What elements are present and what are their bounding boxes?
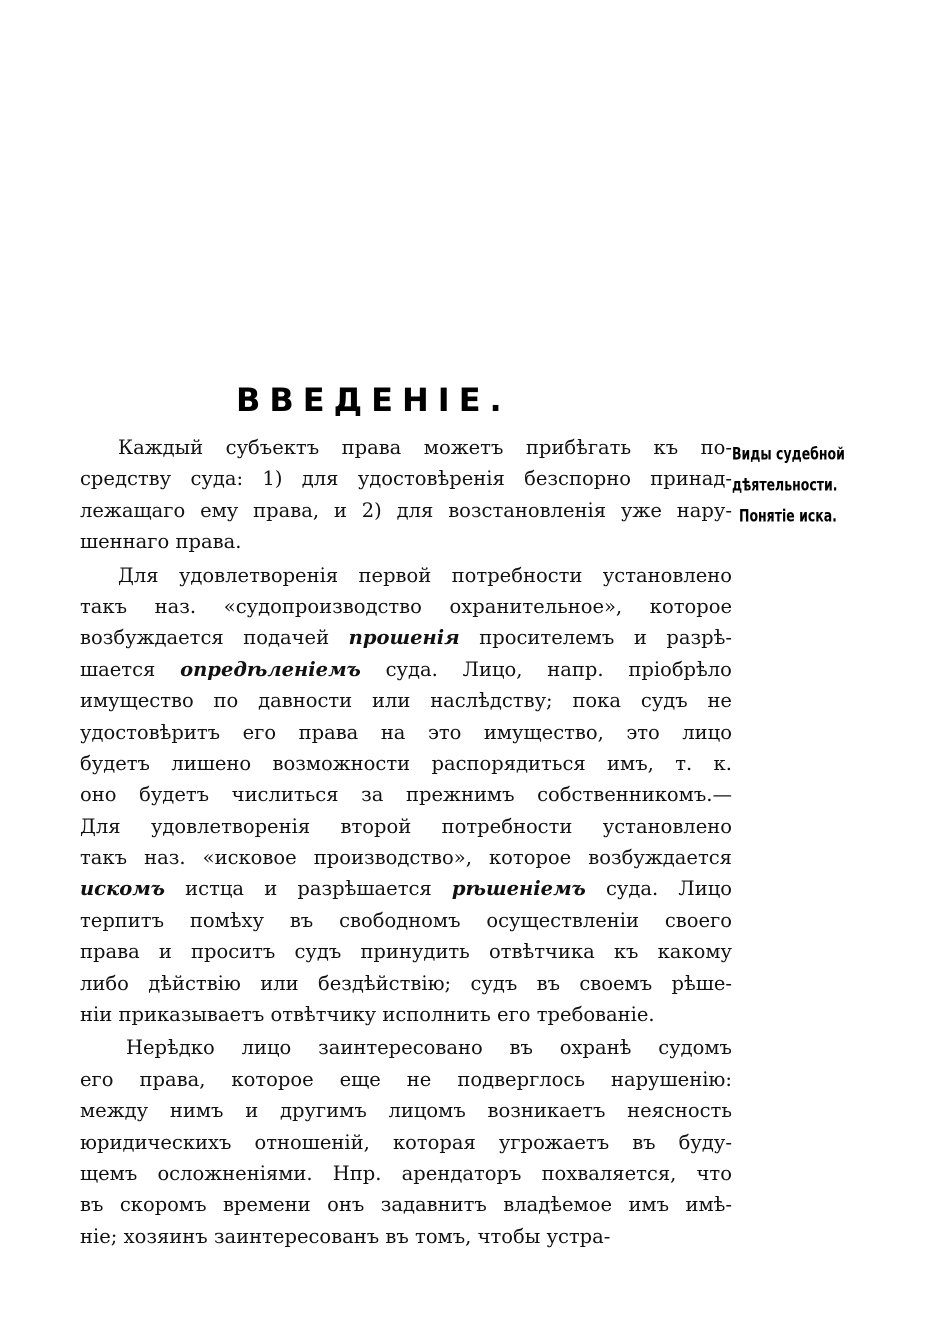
word: возстановленія xyxy=(448,498,607,522)
word: имѣ- xyxy=(685,1193,732,1217)
word: Каждый xyxy=(118,436,204,459)
word: суда. xyxy=(385,657,438,681)
word: возникаетъ xyxy=(487,1099,606,1123)
word: пріобрѣло xyxy=(628,657,732,681)
word: возможности xyxy=(272,751,411,775)
word: шеннаго xyxy=(80,530,170,554)
word: имъ xyxy=(628,1193,670,1217)
word: т. xyxy=(675,751,693,775)
word: въ xyxy=(632,1130,656,1154)
word: первой xyxy=(358,563,432,587)
word: суда: xyxy=(190,467,244,491)
word: неясность xyxy=(627,1099,732,1123)
word: уже xyxy=(620,498,662,522)
word: проситъ xyxy=(191,940,276,964)
text-line xyxy=(80,842,732,873)
word: наз. xyxy=(154,594,197,618)
word: будетъ xyxy=(80,751,150,775)
word: и xyxy=(633,626,647,650)
text-line xyxy=(80,495,732,526)
word: въ xyxy=(536,971,561,995)
word: охранительное», xyxy=(449,594,623,618)
word: задавнитъ xyxy=(380,1193,487,1217)
word: Лицо xyxy=(678,877,732,901)
word: производство», xyxy=(313,846,472,870)
text-line xyxy=(80,1032,732,1063)
word: средству xyxy=(80,467,172,491)
text-line xyxy=(80,526,732,557)
word: ему xyxy=(200,498,239,522)
word: отвѣтчику xyxy=(270,1003,377,1027)
word: разрѣ- xyxy=(666,626,732,650)
page-title: ВВЕДЕНІЕ. xyxy=(236,381,511,419)
word: владѣемое xyxy=(503,1193,612,1217)
word: судъ xyxy=(640,689,688,713)
text-line xyxy=(80,1158,732,1189)
word: помѣху xyxy=(189,908,264,932)
word: возбуждается xyxy=(80,626,224,650)
word: какому xyxy=(657,940,732,964)
word: второй xyxy=(340,814,412,838)
word: юридическихъ xyxy=(80,1130,232,1154)
word: имущество xyxy=(80,689,194,713)
word: въ xyxy=(289,908,314,932)
word: просителемъ xyxy=(479,626,615,650)
word: чтобы xyxy=(477,1224,541,1248)
word: нимъ xyxy=(169,1099,224,1123)
word: Для xyxy=(80,814,121,838)
emphasized-word: прошенія xyxy=(348,626,460,650)
text-line xyxy=(80,1064,732,1095)
word: нару- xyxy=(676,498,732,522)
word: еще xyxy=(339,1067,381,1091)
word: оно xyxy=(80,783,117,807)
text-line xyxy=(80,1189,732,1220)
word: собственникомъ.— xyxy=(537,783,732,807)
margin-note-line: Виды судебной xyxy=(732,443,845,464)
margin-note xyxy=(732,438,852,531)
word: Нерѣдко xyxy=(126,1036,215,1060)
word: принад- xyxy=(650,467,732,491)
word: имъ, xyxy=(607,751,654,775)
word: времени xyxy=(222,1193,311,1217)
word: лицомъ xyxy=(388,1099,466,1123)
word: въ xyxy=(385,1224,409,1248)
text-line xyxy=(80,873,732,904)
word: похваляется, xyxy=(541,1161,677,1185)
word: истца xyxy=(185,877,245,901)
word: наз. xyxy=(144,846,186,870)
word: можетъ xyxy=(423,436,504,459)
word: и xyxy=(158,940,172,964)
word: возбуждается xyxy=(588,846,732,870)
word: въ xyxy=(80,1193,104,1217)
word: или xyxy=(260,971,299,995)
word: права, xyxy=(253,498,320,522)
word: потребности xyxy=(441,814,573,838)
word: установлено xyxy=(602,814,732,838)
word: права. xyxy=(175,530,242,554)
word: будетъ xyxy=(139,783,210,807)
word: подверглось xyxy=(457,1067,585,1091)
word: щемъ xyxy=(80,1161,138,1185)
text-line xyxy=(80,1127,732,1158)
word: числиться xyxy=(231,783,339,807)
word: безспорно xyxy=(524,467,631,491)
word: по xyxy=(213,689,239,713)
word: права xyxy=(341,436,402,459)
word: такъ xyxy=(80,594,128,618)
word: удостовѣренія xyxy=(357,467,505,491)
word: которое xyxy=(488,846,572,870)
word: заинтересовано xyxy=(318,1036,483,1060)
text-line xyxy=(80,779,732,810)
word: въ xyxy=(509,1036,533,1060)
word: и xyxy=(245,1099,259,1123)
word: отвѣтчика xyxy=(488,940,595,964)
word: либо xyxy=(80,971,129,995)
word: къ xyxy=(653,436,679,459)
word: Для xyxy=(118,563,159,587)
word: къ xyxy=(613,940,639,964)
text-line xyxy=(80,463,732,494)
text-line xyxy=(80,1221,732,1252)
word: дѣйствію xyxy=(148,971,241,995)
text-line xyxy=(80,936,732,967)
word: своемъ xyxy=(579,971,653,995)
word: права xyxy=(80,940,140,964)
word: другимъ xyxy=(279,1099,367,1123)
word: осуществленіи xyxy=(486,908,639,932)
text-line xyxy=(80,622,732,653)
word: принудить xyxy=(360,940,470,964)
text-line xyxy=(80,905,732,936)
word: судъ xyxy=(294,940,342,964)
word: отношеній, xyxy=(254,1130,370,1154)
word: 2) xyxy=(361,498,382,522)
word: к. xyxy=(713,751,732,775)
word: напр. xyxy=(547,657,604,681)
word: наслѣдству; xyxy=(430,689,553,713)
word: суда. xyxy=(606,877,659,901)
word: томъ, xyxy=(415,1224,472,1248)
text-line xyxy=(80,999,732,1030)
word: хозяинъ xyxy=(123,1224,208,1248)
word: прибѣгать xyxy=(525,436,632,459)
word: что xyxy=(696,1161,732,1185)
word: его xyxy=(80,1067,114,1091)
text-line xyxy=(80,717,732,748)
margin-note-line: Понятіе иска. xyxy=(739,505,837,526)
emphasized-word: опредѣленіемъ xyxy=(180,657,361,681)
word: арендаторъ xyxy=(401,1161,522,1185)
word: буду- xyxy=(678,1130,732,1154)
word: скоромъ xyxy=(119,1193,207,1217)
word: охранѣ xyxy=(559,1036,632,1060)
word: удовлетворенія xyxy=(178,563,339,587)
body-text xyxy=(80,432,732,1252)
word: для xyxy=(396,498,434,522)
word: такъ xyxy=(80,846,128,870)
word: осложненіями. xyxy=(157,1161,313,1185)
word: подачей xyxy=(243,626,330,650)
text-line xyxy=(80,654,732,685)
word: и xyxy=(264,877,278,901)
word: не xyxy=(707,689,732,713)
word: установлено xyxy=(602,563,732,587)
word: своего xyxy=(664,908,732,932)
word: заинтересованъ xyxy=(213,1224,380,1248)
word: судъ xyxy=(470,971,518,995)
word: рѣше- xyxy=(671,971,732,995)
paragraph xyxy=(80,1032,732,1252)
text-line xyxy=(80,432,732,463)
word: требованіе. xyxy=(536,1003,655,1027)
word: удовлетворенія xyxy=(150,814,311,838)
word: прежнимъ xyxy=(405,783,515,807)
text-line xyxy=(80,968,732,999)
word: ніи xyxy=(80,1003,113,1027)
word: его xyxy=(242,720,277,744)
word: шается xyxy=(80,657,156,681)
word: Лицо, xyxy=(462,657,523,681)
word: по- xyxy=(700,436,732,459)
word: или xyxy=(371,689,411,713)
word: имущество, xyxy=(483,720,604,744)
word: устра- xyxy=(546,1224,611,1248)
word: на xyxy=(380,720,406,744)
text-line xyxy=(80,591,732,622)
emphasized-word: искомъ xyxy=(80,877,165,901)
word: «исковое xyxy=(202,846,297,870)
word: это xyxy=(427,720,462,744)
word: терпитъ xyxy=(80,908,164,932)
word: Нпр. xyxy=(332,1161,382,1185)
word: распорядиться xyxy=(431,751,586,775)
word: которое xyxy=(649,594,732,618)
word: разрѣшается xyxy=(297,877,432,901)
word: его xyxy=(497,1003,531,1027)
word: это xyxy=(626,720,660,744)
emphasized-word: рѣшеніемъ xyxy=(451,877,586,901)
paragraph xyxy=(80,560,732,1031)
word: для xyxy=(301,467,339,491)
word: и xyxy=(333,498,347,522)
text-line xyxy=(80,560,732,591)
word: потребности xyxy=(451,563,583,587)
paragraph xyxy=(80,432,732,558)
text-line xyxy=(80,1095,732,1126)
text-line xyxy=(80,685,732,716)
word: удостовѣритъ xyxy=(80,720,221,744)
word: бездѣйствію; xyxy=(317,971,452,995)
word: права, xyxy=(139,1067,206,1091)
word: права xyxy=(298,720,359,744)
word: которое xyxy=(231,1067,314,1091)
text-line xyxy=(80,748,732,779)
word: лицо xyxy=(682,720,732,744)
word: не xyxy=(406,1067,432,1091)
word: за xyxy=(361,783,384,807)
word: лицо xyxy=(241,1036,292,1060)
margin-note-line: дѣятельности. xyxy=(732,474,838,495)
word: субъектъ xyxy=(225,436,320,459)
word: свободномъ xyxy=(339,908,461,932)
word: лишено xyxy=(171,751,252,775)
word: между xyxy=(80,1099,149,1123)
word: угрожаетъ xyxy=(498,1130,610,1154)
word: нарушенію: xyxy=(610,1067,732,1091)
word: которая xyxy=(392,1130,476,1154)
word: онъ xyxy=(327,1193,365,1217)
text-line xyxy=(80,811,732,842)
word: приказываетъ xyxy=(118,1003,265,1027)
word: исполнить xyxy=(382,1003,491,1027)
word: лежащаго xyxy=(80,498,186,522)
word: судомъ xyxy=(658,1036,732,1060)
word: давности xyxy=(258,689,353,713)
word: пока xyxy=(572,689,621,713)
word: «судопроизводство xyxy=(223,594,422,618)
word: 1) xyxy=(262,467,283,491)
word: ніе; xyxy=(80,1224,118,1248)
